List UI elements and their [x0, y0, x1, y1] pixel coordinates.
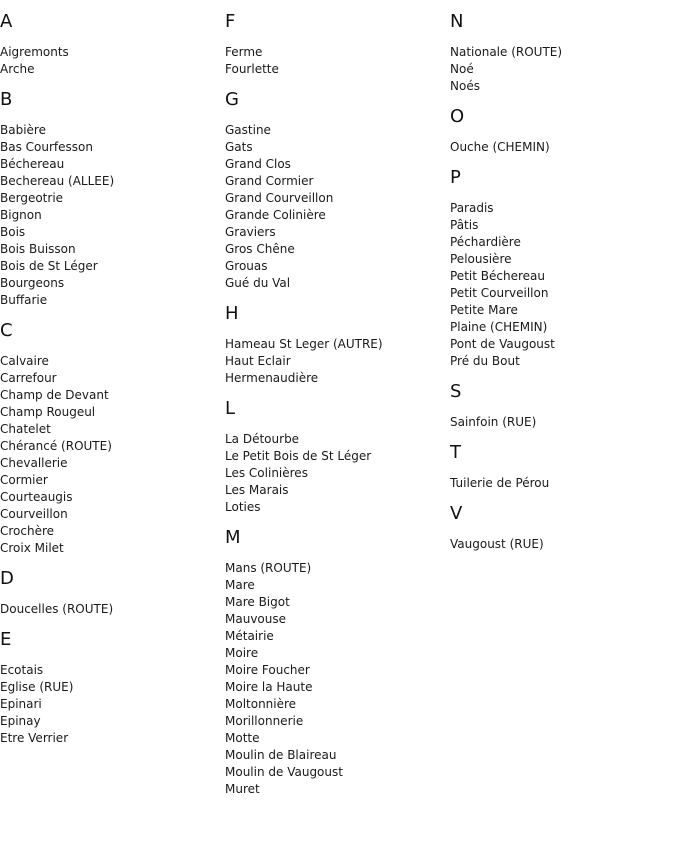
letter-heading: M — [225, 527, 241, 548]
street-link[interactable]: Petit Béchereau — [450, 269, 545, 283]
letter-heading: D — [0, 568, 14, 589]
list-item — [0, 44, 225, 61]
street-link[interactable]: Chatelet — [0, 422, 51, 436]
letter-heading: C — [0, 320, 13, 341]
list-item — [0, 122, 225, 139]
street-list — [0, 601, 225, 618]
street-link[interactable]: Ecotais — [0, 663, 44, 677]
list-item — [450, 414, 675, 431]
list-item — [450, 251, 675, 268]
list-item — [0, 696, 225, 713]
street-link[interactable]: Grand Cormier — [225, 174, 314, 188]
list-item — [225, 730, 450, 747]
letter-heading: F — [225, 11, 236, 32]
list-item — [225, 44, 450, 61]
street-link[interactable]: Gats — [225, 140, 253, 154]
list-item — [0, 139, 225, 156]
letter-heading: E — [0, 629, 12, 650]
letter-group — [450, 166, 675, 370]
list-item — [0, 506, 225, 523]
list-item — [0, 662, 225, 679]
letter-heading: O — [450, 106, 465, 127]
list-item — [225, 594, 450, 611]
list-item — [0, 421, 225, 438]
street-link[interactable]: Chevallerie — [0, 456, 68, 470]
street-link[interactable]: Loties — [225, 500, 261, 514]
street-link[interactable]: Champ Rougeul — [0, 405, 96, 419]
list-item — [450, 217, 675, 234]
street-link[interactable]: Carrefour — [0, 371, 57, 385]
list-item — [225, 207, 450, 224]
list-item — [0, 353, 225, 370]
street-link[interactable]: Ferme — [225, 45, 263, 59]
list-item — [225, 448, 450, 465]
street-list — [0, 44, 225, 78]
list-item — [225, 679, 450, 696]
list-item — [225, 628, 450, 645]
list-item — [225, 139, 450, 156]
list-item — [0, 292, 225, 309]
letter-group — [450, 105, 675, 156]
list-item — [0, 713, 225, 730]
street-link[interactable]: Champ de Devant — [0, 388, 109, 402]
street-link[interactable]: Bechereau (ALLEE) — [0, 174, 115, 188]
street-link[interactable]: Calvaire — [0, 354, 49, 368]
street-list — [225, 122, 450, 292]
list-item — [225, 61, 450, 78]
street-link[interactable]: Bois Buisson — [0, 242, 76, 256]
letter-group — [225, 10, 450, 78]
street-link[interactable]: Moire Foucher — [225, 663, 310, 677]
letter-group — [0, 319, 225, 557]
street-link[interactable]: Buffarie — [0, 293, 48, 307]
letter-heading: H — [225, 303, 239, 324]
street-link[interactable]: Morillonnerie — [225, 714, 304, 728]
street-list — [450, 200, 675, 370]
street-link[interactable]: Doucelles (ROUTE) — [0, 602, 114, 616]
street-link[interactable]: Crochère — [0, 524, 55, 538]
list-item — [0, 61, 225, 78]
letter-heading: B — [0, 89, 13, 110]
list-item — [450, 61, 675, 78]
list-item — [225, 173, 450, 190]
street-link[interactable]: Noés — [450, 79, 480, 93]
street-link[interactable]: Bergeotrie — [0, 191, 64, 205]
list-item — [450, 353, 675, 370]
list-item — [0, 523, 225, 540]
list-item — [450, 285, 675, 302]
list-item — [0, 540, 225, 557]
list-item — [0, 370, 225, 387]
list-item — [225, 431, 450, 448]
street-link[interactable]: Moulin de Vaugoust — [225, 765, 343, 779]
list-item — [225, 499, 450, 516]
street-link[interactable]: Arche — [0, 62, 35, 76]
list-item — [450, 234, 675, 251]
street-list — [0, 662, 225, 747]
street-link[interactable]: Moire la Haute — [225, 680, 313, 694]
list-item — [450, 200, 675, 217]
street-link[interactable]: Muret — [225, 782, 260, 796]
street-link[interactable]: Noé — [450, 62, 474, 76]
street-list — [450, 414, 675, 431]
street-link[interactable]: Aigremonts — [0, 45, 69, 59]
list-item — [0, 156, 225, 173]
street-link[interactable]: Hermenaudière — [225, 371, 319, 385]
list-item — [225, 747, 450, 764]
list-item — [225, 482, 450, 499]
list-item — [225, 577, 450, 594]
list-item — [0, 173, 225, 190]
letter-group — [0, 88, 225, 309]
street-link[interactable]: Paradis — [450, 201, 494, 215]
street-link[interactable]: Gastine — [225, 123, 271, 137]
street-list — [225, 560, 450, 798]
list-item — [0, 489, 225, 506]
list-item — [0, 472, 225, 489]
letter-group — [225, 302, 450, 387]
list-item — [225, 781, 450, 798]
letter-heading: P — [450, 167, 461, 188]
street-link[interactable]: Péchardière — [450, 235, 521, 249]
street-link[interactable]: Courveillon — [0, 507, 68, 521]
list-item — [225, 353, 450, 370]
street-link[interactable]: Métairie — [225, 629, 274, 643]
letter-group — [0, 628, 225, 747]
list-item — [225, 122, 450, 139]
street-link[interactable]: Plaine (CHEMIN) — [450, 320, 548, 334]
street-link[interactable]: Pelousière — [450, 252, 512, 266]
street-link[interactable]: Mare Bigot — [225, 595, 290, 609]
street-link[interactable]: Gros Chêne — [225, 242, 295, 256]
letter-heading: L — [225, 398, 236, 419]
list-item — [0, 275, 225, 292]
list-item — [450, 78, 675, 95]
list-item — [450, 44, 675, 61]
letter-group — [0, 10, 225, 78]
street-list — [450, 536, 675, 553]
street-list — [225, 336, 450, 387]
street-list — [0, 122, 225, 309]
letter-group — [450, 10, 675, 95]
letter-group — [450, 441, 675, 492]
street-list — [0, 353, 225, 557]
street-link[interactable]: Le Petit Bois de St Léger — [225, 449, 372, 463]
list-item — [0, 730, 225, 747]
street-list — [225, 431, 450, 516]
street-link[interactable]: Bois — [0, 225, 26, 239]
street-link[interactable]: Gué du Val — [225, 276, 291, 290]
letter-group — [450, 380, 675, 431]
street-link[interactable]: Mauvouse — [225, 612, 286, 626]
index-column — [450, 10, 675, 563]
street-link[interactable]: Mare — [225, 578, 255, 592]
list-item — [225, 713, 450, 730]
list-item — [225, 370, 450, 387]
street-link[interactable]: Pâtis — [450, 218, 479, 232]
street-link[interactable]: Etre Verrier — [0, 731, 69, 745]
street-list — [225, 44, 450, 78]
list-item — [0, 601, 225, 618]
letter-group — [450, 502, 675, 553]
street-link[interactable]: Grand Courveillon — [225, 191, 334, 205]
letter-group — [0, 567, 225, 618]
list-item — [0, 207, 225, 224]
street-link[interactable]: Motte — [225, 731, 260, 745]
street-link[interactable]: Epinari — [0, 697, 42, 711]
street-link[interactable]: Grand Clos — [225, 157, 291, 171]
street-link[interactable]: Nationale (ROUTE) — [450, 45, 563, 59]
street-list — [450, 139, 675, 156]
street-link[interactable]: Tuilerie de Pérou — [450, 476, 550, 490]
street-link[interactable]: Moltonnière — [225, 697, 297, 711]
list-item — [0, 190, 225, 207]
street-link[interactable]: Petit Courveillon — [450, 286, 549, 300]
street-link[interactable]: Cormier — [0, 473, 48, 487]
street-link[interactable]: Eglise (RUE) — [0, 680, 74, 694]
list-item — [450, 139, 675, 156]
letter-heading: G — [225, 89, 239, 110]
street-link[interactable]: Grouas — [225, 259, 268, 273]
list-item — [225, 611, 450, 628]
list-item — [225, 190, 450, 207]
street-link[interactable]: Les Colinières — [225, 466, 308, 480]
list-item — [225, 224, 450, 241]
street-link[interactable]: Courteaugis — [0, 490, 73, 504]
list-item — [0, 258, 225, 275]
list-item — [450, 536, 675, 553]
list-item — [225, 156, 450, 173]
street-link[interactable]: Bas Courfesson — [0, 140, 93, 154]
street-link[interactable]: Sainfoin (RUE) — [450, 415, 537, 429]
street-link[interactable]: Croix Milet — [0, 541, 64, 555]
list-item — [225, 258, 450, 275]
index-column — [0, 10, 225, 757]
list-item — [0, 438, 225, 455]
list-item — [225, 275, 450, 292]
street-link[interactable]: Petite Mare — [450, 303, 518, 317]
street-link[interactable]: Graviers — [225, 225, 276, 239]
list-item — [0, 455, 225, 472]
list-item — [225, 336, 450, 353]
street-link[interactable]: Babière — [0, 123, 46, 137]
letter-group — [225, 88, 450, 292]
street-link[interactable]: Epinay — [0, 714, 41, 728]
list-item — [0, 387, 225, 404]
index-column — [225, 10, 450, 808]
list-item — [225, 645, 450, 662]
list-item — [450, 475, 675, 492]
letter-heading: V — [450, 503, 463, 524]
list-item — [225, 465, 450, 482]
street-link[interactable]: Vaugoust (RUE) — [450, 537, 544, 551]
list-item — [0, 679, 225, 696]
list-item — [225, 764, 450, 781]
street-link[interactable]: Moire — [225, 646, 259, 660]
letter-group — [225, 397, 450, 516]
list-item — [450, 319, 675, 336]
street-link[interactable]: Bourgeons — [0, 276, 65, 290]
list-item — [225, 662, 450, 679]
letter-group — [225, 526, 450, 798]
street-link[interactable]: Chérancé (ROUTE) — [0, 439, 112, 453]
street-link[interactable]: La Détourbe — [225, 432, 300, 446]
list-item — [450, 302, 675, 319]
list-item — [0, 241, 225, 258]
list-item — [450, 268, 675, 285]
street-link[interactable]: Les Marais — [225, 483, 289, 497]
street-link[interactable]: Pré du Bout — [450, 354, 520, 368]
street-link[interactable]: Pont de Vaugoust — [450, 337, 555, 351]
list-item — [225, 241, 450, 258]
letter-heading: N — [450, 11, 464, 32]
street-link[interactable]: Mans (ROUTE) — [225, 561, 312, 575]
street-list — [450, 475, 675, 492]
street-link[interactable]: Hameau St Leger (AUTRE) — [225, 337, 383, 351]
street-list — [450, 44, 675, 95]
list-item — [0, 224, 225, 241]
list-item — [225, 696, 450, 713]
street-link[interactable]: Moulin de Blaireau — [225, 748, 337, 762]
letter-heading: T — [450, 442, 461, 463]
street-link[interactable]: Fourlette — [225, 62, 279, 76]
list-item — [225, 560, 450, 577]
list-item — [0, 404, 225, 421]
street-link[interactable]: Bignon — [0, 208, 42, 222]
street-link[interactable]: Béchereau — [0, 157, 65, 171]
list-item — [450, 336, 675, 353]
street-link[interactable]: Ouche (CHEMIN) — [450, 140, 550, 154]
letter-heading: S — [450, 381, 462, 402]
street-link[interactable]: Bois de St Léger — [0, 259, 98, 273]
street-link[interactable]: Grande Colinière — [225, 208, 326, 222]
letter-heading: A — [0, 11, 13, 32]
street-link[interactable]: Haut Eclair — [225, 354, 291, 368]
